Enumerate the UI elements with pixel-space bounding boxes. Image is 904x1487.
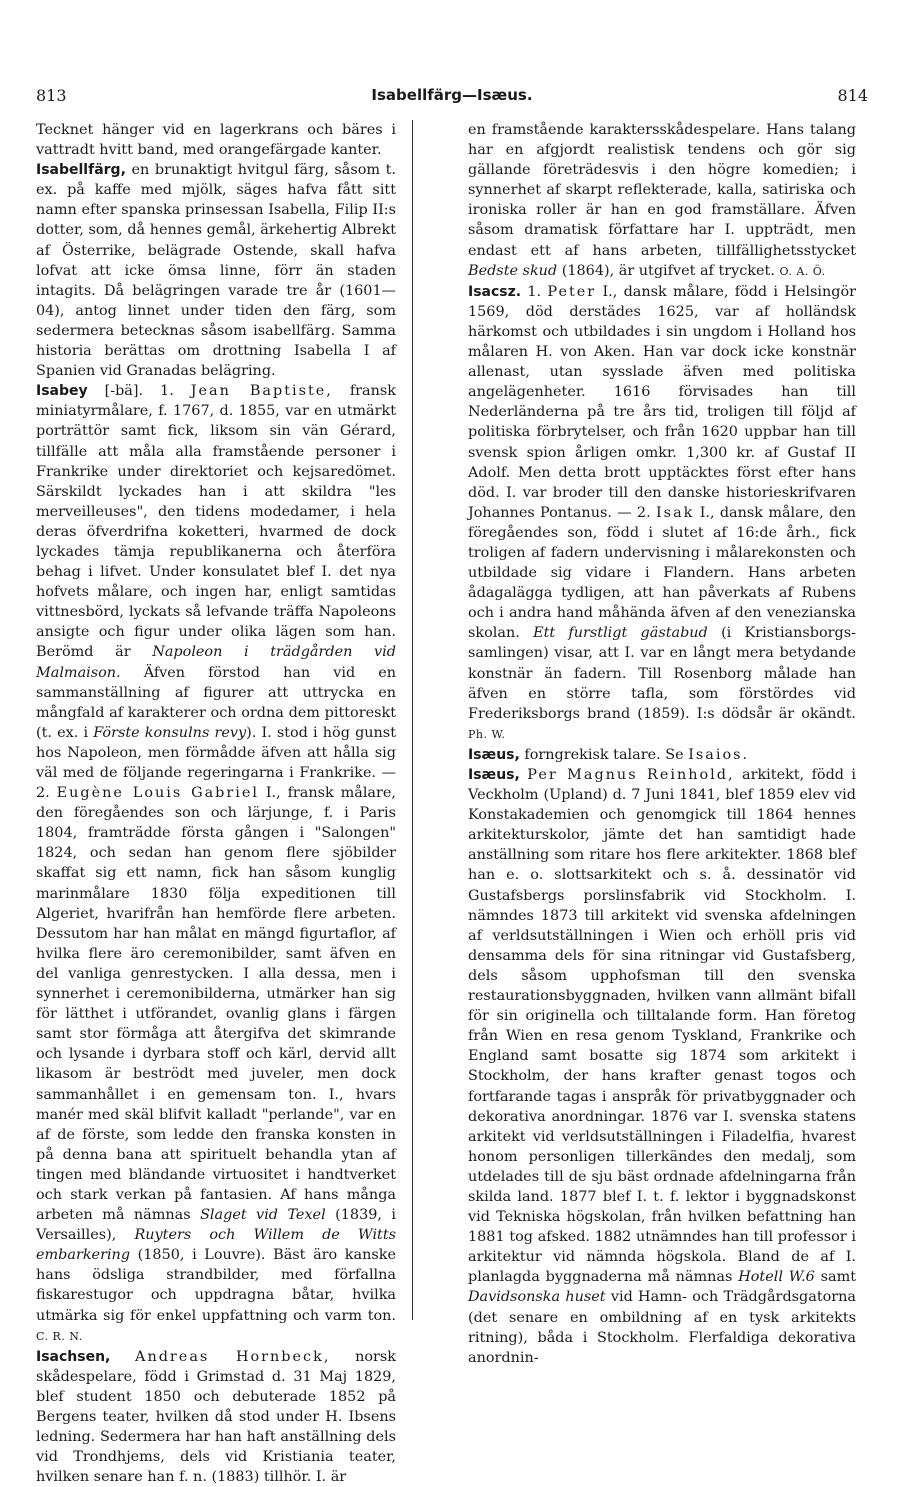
headword: Isæus, — [468, 746, 520, 763]
page-number-right: 814 — [837, 86, 868, 105]
headword: Isæus, — [468, 767, 520, 783]
work-title: Förste konsulns revy — [93, 724, 247, 741]
entry-text: arkitekt, född i Veckholm (Upland) d. 7 Juni 1841, blef 1859 elev vid Konstakademien och genomgick till 1864 hennes arkitekturskolor, jämte det han samtidigt hade anställning som ritare hos flere arkitekter. 1868 blef han e. o. slottsarkitekt och s. å. dessinatör vid Gustafsbergs porslinsfabrik vid Stockholm. I. nämndes 1873 till arkitekt vid svenska afdelningen af verldsutställningen i Wien och erhöll pris vid densamma dels för sina ritningar vid Gustafsberg, dels såsom upphofsman till den svenska restaurationsbyggnaden, hvilken vann allmänt bifall för sin originella och tilltalande form. Han företog från Wien en resa genom Tyskland, Frankrike och England samt bosatte sig 1874 som arkitekt i Stockholm, der hans krafter genast togos och fortfarande tagas i anspråk för privatbyggnader och dekorativa anordningar. 1876 var I. svenska statens arkitekt vid verldsutställningen i Filadelfia, hvarest honom personligen tillerkändes den medalj, som utdelades till de sju bäst ordnade afdelningarna från skilda land. 1877 blef I. t. f. lektor i byggnadskonst vid Tekniska högskolan, från hvilken befattning han 1881 tog afsked. 1882 utnämndes han till professor i arkitektur vid nämnda högskola. Bland de af I. planlagda byggnaderna må nämnas — [468, 767, 857, 1286]
person-name: Isak — [656, 504, 695, 521]
page-number-left: 813 — [36, 86, 67, 105]
column-divider — [412, 120, 413, 1320]
entry-isacsz — [468, 282, 856, 745]
work-title: Hotell W.6 — [738, 1269, 815, 1286]
entry-text: vid Hamn- och Trädgårdsgatorna (det senare en ombildning af en tysk arkitekts ritning), båda i Stockholm. Flerfaldiga dekorativa anordnin- — [468, 1289, 857, 1366]
person-name: Per Magnus Reinhold, — [527, 767, 735, 783]
entry-isachsen-cont — [468, 120, 856, 282]
entry-text: ). I. stod i hög gunst hos Napoleon, men förmådde äfven att hålla sig väl med de följande regeringarna i Frankrike. — 2. — [36, 724, 396, 802]
author-signature: Ph. W. — [468, 727, 506, 741]
entry-text: forngrekisk talare. Se — [524, 746, 684, 763]
headword: Isacsz. — [468, 283, 522, 300]
entry-isaeus-architect — [468, 765, 856, 1368]
person-name: Peter — [547, 283, 597, 300]
entry-text: Äfven förstod han vid en sammanställning af figurer att uttrycka en mångfald af karakterer och ordna dem pittoreskt (t. ex. i — [36, 664, 396, 741]
work-title: Bedste skud — [468, 262, 558, 279]
author-signature: O. A. Ö. — [779, 264, 826, 278]
headword: Isabey — [36, 383, 88, 400]
entry-isabellfarg — [36, 160, 396, 381]
entry-text: (1864), är utgifvet af trycket. — [561, 262, 775, 279]
person-name: Eugène Louis Gabriel — [56, 785, 259, 802]
entry-text: [-bä]. 1. — [104, 383, 174, 400]
entry-text: I., fransk målare, den föregåendes son och lärjunge, f. i Paris 1804, framträdde första gången i "Salongen" 1824, och sedan han genom flere sjöbilder skaffat sig ett namn, fick han såsom kunglig marinmålare 1830 följa expeditionen till Algeriet, hvarifrån han hemförde flere arbeten. Dessutom har han målat en mängd figurtaflor, af hvilka flere äro ceremonibilder, samt äfven en del vanliga genrestycken. I alla dessa, men i synnerhet i ceremonibilderna, utmärker han sig för lätthet i utförandet, ovanlig glans i färgen samt stor förmåga att återgifva det skimrande och lysande i dyrbara stoff och kärl, dervid allt likasom är beströdt med juveler, men dock sammanhållet i en gemensam ton. I., hvars manér med skäl blifvit kalladt "perlande", var en af de förste, som ledde den franska konsten in på denna bana att spirituelt behandla ytan af tingen med bländande virtuositet i handtverket och stark verkan på fantasien. Af hans många arbeten må nämnas — [36, 785, 396, 1224]
page-header — [36, 86, 868, 108]
entry-text: en framstående karaktersskådespelare. Hans talang har en afgjordt realistisk tendens och gör sig gällande företrädesvis i den högre komedien; i synnerhet af skarpt reflekterade, kalla, satiriska och ironiska roller är han en god framställare. Äfven såsom dramatisk författare har I. uppträdt, men endast ett af hans arbeten, tillfällighetsstycket — [468, 122, 856, 259]
entry-text: fransk miniatyrmålare, f. 1767, d. 1855, var en utmärkt porträttör samt fick, liksom sin vän Gérard, tillfälle att måla alla framstående personer i Frankrike under direktoriet och kejsaredömet. Särskildt lyckades han i att skildra "les merveilleuses", den tidens modedamer, i hela deras öfverdrifna koketteri, hvarmed de dock lyckades tämja republikanerna och återföra behag i lifvet. Under konsulatet blef I. det nya hofvets målare, och ingen har, enligt samtidas vittnesbörd, lyckats så lefvande träffa Napoleons ansigte och figur under olika lägen som han. Berömd är — [36, 383, 396, 661]
running-title: Isabellfärg—Isæus. — [371, 86, 533, 104]
author-signature: C. R. N. — [36, 1329, 83, 1343]
work-title: Ett furstligt gästabud — [533, 625, 708, 642]
person-name: Andreas Hornbeck, — [135, 1348, 331, 1365]
entry-text: I., dansk målare, den föregåendes son, född i slutet af 16:de årh., fick troligen af fadern undervisning i målarekonsten och utbildade sig vidare i Flandern. Hans arbeten ådagalägga tydligen, att han påverkats af Rubens och i andra hand måhända äfven af den venezianska skolan. — [468, 504, 857, 642]
entry-text: samt — [820, 1269, 857, 1286]
work-title: Davidsonska huset — [468, 1289, 606, 1306]
entry-text: (i Kristiansborgs-samlingen) visar, att I. var en långt mera betydande konstnär än fadern. Till Rosenborg målade han äfven en större tafla, som förstördes vid Frederiksborgs brand (1859). I:s dödsår är okändt. — [468, 625, 857, 722]
entry-text: 1. — [527, 283, 542, 300]
left-column — [36, 120, 396, 1487]
person-name: Jean Baptiste, — [190, 383, 333, 400]
right-column — [468, 120, 856, 1368]
headword: Isachsen, — [36, 1348, 111, 1365]
entry-isachsen — [36, 1347, 396, 1487]
work-title: Napoleon i trädgården vid Malmaison. — [36, 644, 396, 681]
cross-reference: Isaios. — [688, 746, 750, 763]
entry-isabey — [36, 381, 396, 1347]
entry-text: norsk skådespelare, född i Grimstad d. 31 Maj 1829, blef student 1850 och debuterade 1852 på Bergens teater, hvilken då stod under H. Ibsens ledning. Sedermera har han haft anställning dels vid Trondhjems, dels vid Kristiania teater, hvilken senare han f. n. (1883) tillhör. I. är — [36, 1348, 396, 1486]
entry-text: (1850, i Louvre). Bäst äro kanske hans ödsliga strandbilder, med förfallna fiskarestugor och uppdragna båtar, hvilka utmärka sig för enkel uppfattning och varm ton. — [36, 1247, 397, 1324]
work-title: Slaget vid Texel — [200, 1207, 326, 1224]
entry-text: I., dansk målare, född i Helsingör 1569, död derstädes 1625, var af holländsk härkomst och utbildades i sin ungdom i Holland hos målaren H. von Aken. Han var dock icke konstnär allenast, utan sysslade äfven med politiska angelägenheter. 1616 förvisades han till Nederländerna på tre års tid, troligen till följd af politiska förbrytelser, och från 1620 uppbar han till svensk spion årligen omkr. 1,300 kr. af Gustaf II Adolf. Men detta brott upptäcktes först efter hans död. I. var broder till den danske historieskrifvaren Johannes Pontanus. — 2. — [468, 283, 856, 521]
entry-isaeus-orator — [468, 745, 856, 765]
headword: Isabellfärg, — [36, 162, 126, 179]
work-title: Ruyters och Willem de Witts embarkering — [36, 1227, 396, 1264]
entry-continuation — [36, 120, 396, 160]
entry-text: Tecknet hänger vid en lagerkrans och bäres i vattradt hvitt band, med orangefärgade kanter. — [36, 122, 396, 159]
entry-text: (1839, i Versailles), — [36, 1207, 396, 1244]
entry-text: en brunaktigt hvitgul färg, såsom t. ex. på kaffe med mjölk, säges hafva fått sitt namn efter spanska prinsessan Isabella, Filip II:s dotter, som, då hennes gemål, ärkehertig Albrekt af Österrike, belägrade Ostende, skall hafva lofvat att icke ömsa linne, förr än staden intagits. Då belägringen varade tre år (1601—04), antog linnet under tiden den färg, som sedermera betecknas såsom isabellfärg. Samma historia berättas om drottning Isabella I af Spanien vid Granadas belägring. — [36, 162, 396, 380]
